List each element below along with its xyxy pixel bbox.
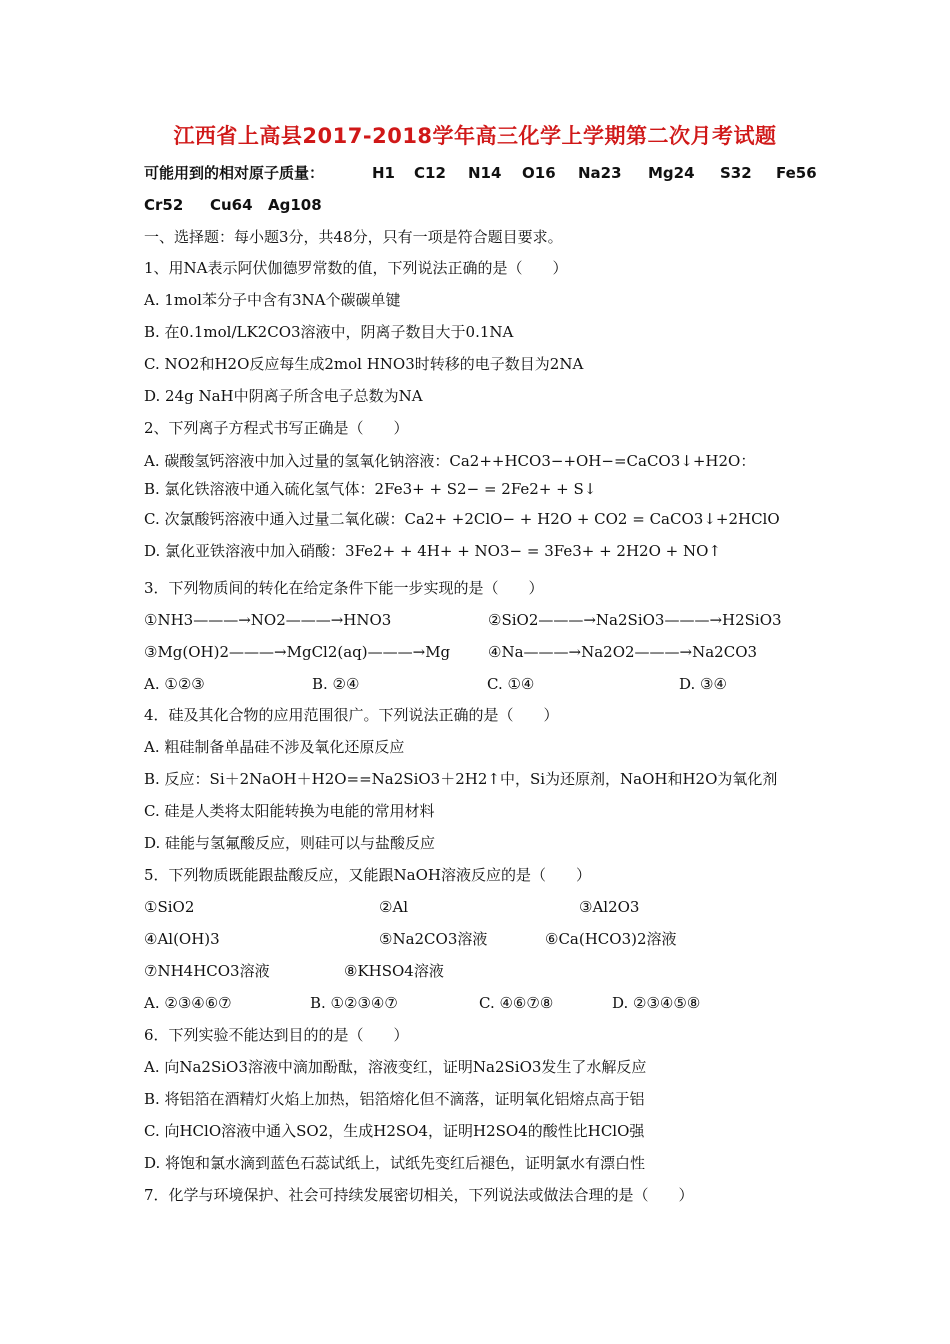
question-1-option-d: D. 24g NaH中阴离子所含电子总数为NA — [144, 387, 423, 405]
atomic-mass-row-1 — [144, 163, 817, 183]
question-3-item-4: ④Na———→Na2O2———→Na2CO3 — [488, 643, 758, 661]
question-3-item-2: ②SiO2———→Na2SiO3———→H2SiO3 — [488, 611, 782, 629]
question-4-option-d: D. 硅能与氢氟酸反应，则硅可以与盐酸反应 — [144, 834, 436, 852]
question-5-item-5: ⑤Na2CO3溶液 — [379, 930, 488, 948]
question-1-option-b: B. 在0.1mol/LK2CO3溶液中，阴离子数目大于0.1NA — [144, 323, 514, 341]
question-7-stem: 7．化学与环境保护、社会可持续发展密切相关，下列说法或做法合理的是（ ） — [144, 1186, 694, 1204]
atomic-mass-item: S32 — [720, 164, 752, 182]
question-5-item-2: ②Al — [379, 898, 409, 916]
question-3-option-d: D. ③④ — [679, 675, 727, 693]
atomic-mass-item: Mg24 — [648, 164, 695, 182]
question-5-item-7: ⑦NH4HCO3溶液 — [144, 962, 270, 980]
question-1-option-a: A. 1mol苯分子中含有3NA个碳碳单键 — [144, 291, 401, 309]
question-5-option-b: B. ①②③④⑦ — [310, 994, 398, 1012]
exam-title: 江西省上高县2017-2018学年高三化学上学期第二次月考试题 — [173, 124, 777, 148]
question-3-option-a: A. ①②③ — [144, 675, 205, 693]
question-5-option-c: C. ④⑥⑦⑧ — [479, 994, 554, 1012]
question-1-stem: 1、用NA表示阿伏伽德罗常数的值，下列说法正确的是（ ） — [144, 259, 568, 277]
question-3-item-1: ①NH3———→NO2———→HNO3 — [144, 611, 392, 629]
question-5-item-1: ①SiO2 — [144, 898, 195, 916]
question-5-stem: 5．下列物质既能跟盐酸反应，又能跟NaOH溶液反应的是（ ） — [144, 866, 591, 884]
question-6-option-c: C. 向HClO溶液中通入SO2，生成H2SO4，证明H2SO4的酸性比HClO强 — [144, 1122, 645, 1140]
question-4-option-b: B. 反应：Si＋2NaOH＋H2O==Na2SiO3＋2H2↑中，Si为还原剂，NaOH和H2O为氧化剂 — [144, 770, 778, 788]
question-2-option-c: C. 次氯酸钙溶液中通入过量二氧化碳：Ca2+ +2ClO− + H2O + CO2 = CaCO3↓+2HClO — [144, 510, 780, 528]
question-2-stem: 2、下列离子方程式书写正确是（ ） — [144, 419, 409, 437]
question-3-option-c: C. ①④ — [487, 675, 535, 693]
question-6-stem: 6．下列实验不能达到目的的是（ ） — [144, 1026, 409, 1044]
question-3-option-b: B. ②④ — [312, 675, 360, 693]
question-4-option-a: A. 粗硅制备单晶硅不涉及氧化还原反应 — [144, 738, 405, 756]
question-2-option-a: A. 碳酸氢钙溶液中加入过量的氢氧化钠溶液：Ca2++HCO3−+OH−=CaCO3↓+H2O： — [144, 452, 756, 470]
question-4-stem: 4．硅及其化合物的应用范围很广。下列说法正确的是（ ） — [144, 706, 559, 724]
atomic-mass-item: Na23 — [578, 164, 622, 182]
question-5-item-6: ⑥Ca(HCO3)2溶液 — [545, 930, 677, 948]
question-5-item-3: ③Al2O3 — [579, 898, 640, 916]
atomic-mass-item: Cr52 — [144, 196, 184, 214]
question-6-option-b: B. 将铝箔在酒精灯火焰上加热，铝箔熔化但不滴落，证明氧化铝熔点高于铝 — [144, 1090, 645, 1108]
atomic-mass-item: O16 — [522, 164, 556, 182]
atomic-mass-item: Ag108 — [268, 196, 322, 214]
question-3-item-3: ③Mg(OH)2———→MgCl2(aq)———→Mg — [144, 643, 451, 661]
question-3-stem: 3．下列物质间的转化在给定条件下能一步实现的是（ ） — [144, 579, 544, 597]
atomic-mass-row-2 — [144, 195, 322, 215]
question-2-option-b: B. 氯化铁溶液中通入硫化氢气体：2Fe3+ + S2− = 2Fe2+ + S↓ — [144, 480, 597, 498]
atomic-mass-item: C12 — [414, 164, 446, 182]
atomic-mass-item: H1 — [372, 164, 395, 182]
question-6-option-d: D. 将饱和氯水滴到蓝色石蕊试纸上，试纸先变红后褪色，证明氯水有漂白性 — [144, 1154, 646, 1172]
atomic-mass-item: N14 — [468, 164, 502, 182]
question-5-item-8: ⑧KHSO4溶液 — [344, 962, 444, 980]
question-5-item-4: ④Al(OH)3 — [144, 930, 220, 948]
question-5-option-d: D. ②③④⑤⑧ — [612, 994, 701, 1012]
question-1-option-c: C. NO2和H2O反应每生成2mol HNO3时转移的电子数目为2NA — [144, 355, 584, 373]
question-2-option-d: D. 氯化亚铁溶液中加入硝酸：3Fe2+ + 4H+ + NO3− = 3Fe3+ + 2H2O + NO↑ — [144, 542, 721, 560]
atomic-mass-item: Cu64 — [210, 196, 253, 214]
section-heading: 一、选择题：每小题3分，共48分，只有一项是符合题目要求。 — [144, 228, 563, 246]
question-4-option-c: C. 硅是人类将太阳能转换为电能的常用材料 — [144, 802, 435, 820]
question-5-option-a: A. ②③④⑥⑦ — [144, 994, 232, 1012]
question-6-option-a: A. 向Na2SiO3溶液中滴加酚酞，溶液变红，证明Na2SiO3发生了水解反应 — [144, 1058, 647, 1076]
atomic-mass-item: Fe56 — [776, 164, 817, 182]
atomic-mass-label: 可能用到的相对原子质量： — [144, 164, 325, 182]
